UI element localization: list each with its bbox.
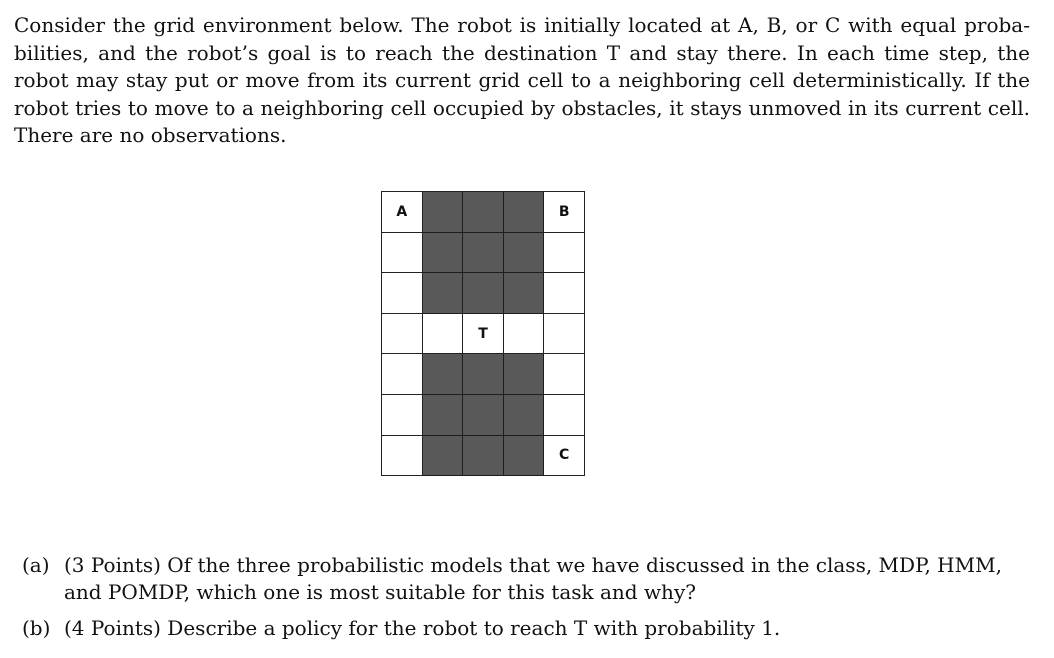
free-cell xyxy=(544,354,585,395)
question-marker: (b) xyxy=(22,616,51,640)
grid-label-t: T xyxy=(463,314,504,355)
grid-label-a: A xyxy=(382,192,423,233)
problem-statement: Consider the grid environment below. The robot is initially located at A, B, or C with equal probabilities, and the robot’s goal is to reach the destination T and stay there. In each time step, the robot may stay put or move from its current grid cell to a neighboring cell deterministically. If the robot tries to move to a neighboring cell occupied by obstacles, it stays unmoved in its current cell. There are no observations. xyxy=(14,13,1030,147)
obstacle-cell xyxy=(463,233,504,274)
obstacle-cell xyxy=(423,354,464,395)
grid-label-c: C xyxy=(544,436,585,477)
free-cell xyxy=(382,233,423,274)
question-text: (3 Points) Of the three probabilistic models that we have discussed in the class, MDP, HMM, and POMDP, which one is most suitable for this task and why? xyxy=(64,553,1002,604)
obstacle-cell xyxy=(423,436,464,477)
free-cell xyxy=(544,395,585,436)
free-cell xyxy=(382,273,423,314)
question-marker: (a) xyxy=(22,553,50,577)
obstacle-cell xyxy=(504,436,545,477)
free-cell xyxy=(382,314,423,355)
obstacle-cell xyxy=(463,395,504,436)
obstacle-cell xyxy=(504,273,545,314)
obstacle-cell xyxy=(423,273,464,314)
free-cell xyxy=(504,314,545,355)
obstacle-cell xyxy=(463,273,504,314)
obstacle-cell xyxy=(504,233,545,274)
obstacle-cell xyxy=(423,192,464,233)
obstacle-cell xyxy=(423,395,464,436)
question-list xyxy=(22,552,1032,651)
grid-environment xyxy=(381,191,585,476)
grid-label-b: B xyxy=(544,192,585,233)
obstacle-cell xyxy=(463,354,504,395)
free-cell xyxy=(382,436,423,477)
obstacle-cell xyxy=(504,354,545,395)
free-cell xyxy=(382,395,423,436)
obstacle-cell xyxy=(423,233,464,274)
obstacle-cell xyxy=(504,192,545,233)
free-cell xyxy=(423,314,464,355)
question-item xyxy=(22,552,1032,606)
free-cell xyxy=(544,233,585,274)
free-cell xyxy=(382,354,423,395)
free-cell xyxy=(544,314,585,355)
free-cell xyxy=(544,273,585,314)
question-item xyxy=(22,615,1032,642)
question-text: (4 Points) Describe a policy for the robot to reach T with probability 1. xyxy=(64,616,781,640)
obstacle-cell xyxy=(463,436,504,477)
obstacle-cell xyxy=(504,395,545,436)
obstacle-cell xyxy=(463,192,504,233)
